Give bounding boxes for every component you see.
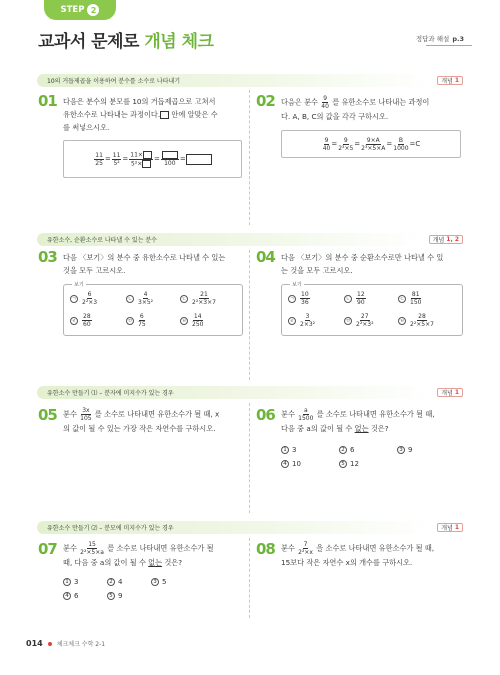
blank-box-icon — [160, 111, 169, 119]
problem-06-choices — [281, 446, 461, 476]
bogi-item: ㄱ $\frac{6}{\text{2²×3}}$ — [71, 291, 98, 306]
concept-badge: 개념 1 — [437, 76, 463, 85]
problem-01-formula: $\frac{11}{25}$ = $\frac{11}{\text{5²}}$ = $\frac{11\times}{\text{5²×}}$ = 100 = — [63, 140, 242, 178]
answer-reference — [416, 34, 464, 43]
section-label: 유한소수, 순환소수로 나타낼 수 있는 분수 — [37, 233, 423, 246]
answer-blank-4[interactable] — [186, 154, 212, 165]
problem-number: 07 — [38, 540, 57, 558]
problem-04-text: 다음 〈보기〉의 분수 중 순환소수로만 나타낼 수 있 는 것을 모두 고르시오. — [281, 253, 444, 275]
choice-5[interactable]: 5 12 — [339, 460, 359, 468]
title-emphasis: 개념 체크 — [144, 32, 214, 52]
section-bar-4 — [37, 521, 463, 534]
concept-badge: 개념 1, 2 — [429, 235, 463, 244]
book-title: 체크체크 수학 2-1 — [56, 641, 106, 648]
problem-number: 04 — [256, 248, 275, 266]
answer-blank-1[interactable] — [143, 151, 152, 159]
problem-03-text: 다음 〈보기〉의 분수 중 유한소수로 나타낼 수 있는 것을 모두 고르시오. — [63, 253, 226, 275]
problem-07-text: 분수 $\frac{15}{\text{2²×5×a}}$ 를 소수로 나타내면 유한소수가 될 때, 다음 중 a의 값이 될 수 없는 것은? — [63, 541, 214, 567]
choice-4[interactable]: 4 6 — [63, 592, 78, 600]
bullet-icon — [48, 642, 52, 646]
page-number: 014 — [26, 639, 43, 648]
problem-02-text: 다음은 분수 $\frac{9}{40}$ 를 유한소수로 나타내는 과정이 다. A, B, C의 값을 각각 구하시오. — [281, 95, 430, 121]
problem-03-bogi-box: 보기 ㄱ $\frac{6}{\text{2²×3}}$ ㄴ $\frac{4}{\text{3×5²}}$ ㄷ $\frac{21}{\text{2²×3×7}}$ ㄹ $\frac{28}{60}$ ㅁ $\frac{6}{75}$ ㅂ $\frac{14}{250}$ — [63, 284, 243, 336]
concept-badge: 개념 1 — [437, 523, 463, 532]
bogi-item: ㄴ $\frac{4}{\text{3×5²}}$ — [127, 291, 154, 306]
section-label: 유한소수 만들기 ⑵ – 분모에 미지수가 있는 경우 — [37, 521, 431, 534]
column-divider — [249, 90, 250, 225]
answer-underline — [426, 45, 472, 46]
choice-2[interactable]: 2 6 — [339, 446, 354, 454]
step-tab — [44, 0, 116, 20]
problem-number: 08 — [256, 540, 275, 558]
column-divider — [249, 250, 250, 380]
problem-number: 06 — [256, 406, 275, 424]
answer-label: 정답과 해설 — [415, 35, 450, 43]
section-label: 10의 거듭제곱을 이용하여 분수를 소수로 나타내기 — [37, 74, 431, 87]
problem-number: 03 — [38, 248, 57, 266]
column-divider — [249, 403, 250, 513]
column-divider — [249, 538, 250, 618]
choice-3[interactable]: 3 5 — [151, 578, 166, 586]
bogi-item: ㄱ $\frac{10}{36}$ — [289, 291, 309, 306]
choice-1[interactable]: 1 3 — [281, 446, 296, 454]
bogi-item: ㄷ $\frac{21}{\text{2²×3×7}}$ — [181, 291, 216, 306]
concept-badge: 개념 1 — [437, 388, 463, 397]
page-footer — [26, 639, 105, 648]
problem-number: 05 — [38, 406, 57, 424]
choice-3[interactable]: 3 9 — [397, 446, 412, 454]
problem-01-text: 다음은 분수의 분모를 10의 거듭제곱으로 고쳐서 유한소수로 나타내는 과정이다. 안에 알맞은 수 를 써넣으시오. — [63, 97, 218, 132]
step-number: 2 — [87, 4, 99, 16]
choice-4[interactable]: 4 10 — [281, 460, 301, 468]
answer-page: p.3 — [452, 34, 464, 43]
answer-blank-2[interactable] — [142, 160, 151, 168]
bogi-item: ㅂ $\frac{28}{\text{2²×5×7}}$ — [399, 313, 434, 328]
choice-5[interactable]: 5 9 — [107, 592, 122, 600]
title-prefix: 교과서 문제로 — [38, 32, 145, 52]
bogi-item: ㅂ $\frac{14}{250}$ — [181, 313, 204, 328]
problem-number: 02 — [256, 92, 275, 110]
bogi-item: ㄷ $\frac{81}{150}$ — [399, 291, 422, 306]
problem-07-choices — [63, 578, 243, 608]
step-label: STEP — [60, 5, 85, 15]
bogi-item: ㄹ $\frac{28}{60}$ — [71, 313, 91, 328]
section-bar-3 — [37, 386, 463, 399]
page-title — [38, 27, 213, 52]
section-bar-2 — [37, 233, 463, 246]
problem-number: 01 — [38, 92, 57, 110]
bogi-item: ㅁ $\frac{6}{75}$ — [127, 313, 146, 328]
bogi-item: ㄹ $\frac{3}{\text{2×3²}}$ — [289, 313, 316, 328]
bogi-item: ㄴ $\frac{12}{90}$ — [345, 291, 365, 306]
bogi-item: ㅁ $\frac{27}{\text{2²×3²}}$ — [345, 313, 374, 328]
problem-08-text: 분수 $\frac{7}{\text{2²×x}}$ 을 소수로 나타내면 유한소수가 될 때, 15보다 작은 자연수 x의 개수를 구하시오. — [281, 541, 435, 567]
problem-06-text: 분수 $\frac{a}{1500}$ 를 소수로 나타내면 유한소수가 될 때, 다음 중 a의 값이 될 수 없는 것은? — [281, 407, 435, 433]
problem-05-text: 분수 $\frac{3x}{105}$ 를 소수로 나타내면 유한소수가 될 때, x 의 값이 될 수 있는 가장 작은 자연수를 구하시오. — [63, 407, 220, 433]
answer-blank-3[interactable] — [162, 151, 178, 159]
choice-2[interactable]: 2 4 — [107, 578, 122, 586]
choice-1[interactable]: 1 3 — [63, 578, 78, 586]
section-bar-1 — [37, 74, 463, 87]
problem-02-formula: $\frac{9}{40}$ = $\frac{9}{\text{2³×5}}$ = $\frac{9\times A}{\text{2³×5×A}}$ = $\frac{B}{1000}$ = C — [281, 130, 461, 158]
section-label: 유한소수 만들기 ⑴ – 분자에 미지수가 있는 경우 — [37, 386, 431, 399]
problem-04-bogi-box: 보기 ㄱ $\frac{10}{36}$ ㄴ $\frac{12}{90}$ ㄷ $\frac{81}{150}$ ㄹ $\frac{3}{\text{2×3²}}$ ㅁ $\frac{27}{\text{2²×3²}}$ ㅂ $\frac{28}{\text{2²×5×7}}$ — [281, 284, 463, 336]
